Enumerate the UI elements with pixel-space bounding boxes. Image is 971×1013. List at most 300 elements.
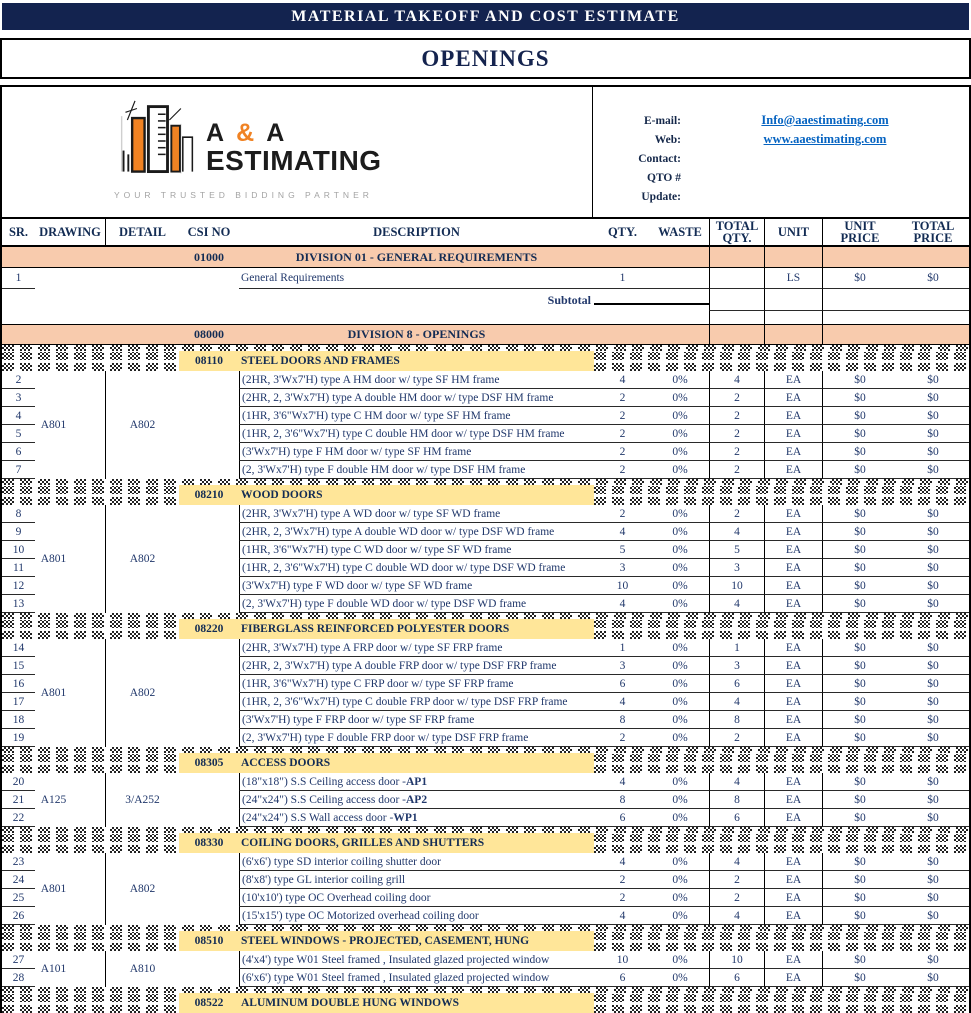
detail-cell bbox=[105, 407, 179, 425]
total-price-cell: $0 bbox=[897, 461, 969, 479]
qty-cell: 4 bbox=[594, 773, 651, 791]
cell bbox=[764, 325, 822, 344]
total-price-cell: $0 bbox=[897, 443, 969, 461]
pattern-band bbox=[594, 485, 969, 505]
detail-cell bbox=[105, 711, 179, 729]
section-title: ALUMINUM DOUBLE HUNG WINDOWS bbox=[241, 997, 459, 1009]
drawing-cell bbox=[35, 371, 105, 389]
csi-cell bbox=[179, 853, 239, 871]
unit-cell: EA bbox=[764, 505, 822, 523]
table-row bbox=[2, 791, 969, 809]
unit-price-cell: $0 bbox=[822, 523, 897, 541]
column-header-waste: WASTE bbox=[658, 224, 702, 239]
waste-cell: 0% bbox=[651, 505, 709, 523]
section-code: 08330 bbox=[194, 837, 224, 849]
drawing-cell bbox=[35, 729, 105, 747]
detail-cell bbox=[105, 889, 179, 907]
total-qty-cell bbox=[709, 268, 764, 289]
total-price-cell: $0 bbox=[897, 711, 969, 729]
pattern-band bbox=[2, 619, 179, 639]
unit-price-cell: $0 bbox=[822, 657, 897, 675]
csi-cell bbox=[179, 639, 239, 657]
unit-price-cell: $0 bbox=[822, 675, 897, 693]
waste-cell: 0% bbox=[651, 407, 709, 425]
logo-ampersand: & bbox=[236, 119, 258, 147]
cell bbox=[764, 247, 822, 267]
total-qty-cell: 4 bbox=[709, 853, 764, 871]
cell bbox=[709, 311, 764, 324]
cell bbox=[709, 325, 764, 344]
pattern-band bbox=[2, 833, 179, 853]
unit-price-cell: $0 bbox=[822, 889, 897, 907]
description-cell: (8'x8') type GL interior coiling grill bbox=[239, 871, 594, 889]
drawing-cell bbox=[35, 407, 105, 425]
waste-cell: 0% bbox=[651, 951, 709, 969]
section-header bbox=[2, 833, 969, 853]
drawing-cell bbox=[35, 853, 105, 871]
unit-cell: EA bbox=[764, 371, 822, 389]
drawing-ref: A125 bbox=[40, 794, 67, 806]
cell bbox=[822, 247, 897, 267]
description-cell: (6'x6') type W01 Steel framed , Insulated glazed projected window bbox=[239, 969, 594, 987]
total-qty-cell: 3 bbox=[709, 657, 764, 675]
table-row bbox=[2, 407, 969, 425]
cell bbox=[35, 311, 105, 324]
sr-cell: 17 bbox=[2, 693, 35, 711]
unit-price-cell: $0 bbox=[822, 407, 897, 425]
division-code: 01000 bbox=[194, 249, 224, 264]
qty-cell: 4 bbox=[594, 693, 651, 711]
description-cell: (1HR, 3'6"Wx7'H) type C HM door w/ type SF HM frame bbox=[239, 407, 594, 425]
description-cell: (1HR, 2, 3'6"Wx7'H) type C double FRP door w/ type DSF FRP frame bbox=[239, 693, 594, 711]
unit-price-cell: $0 bbox=[822, 711, 897, 729]
qty-cell: 4 bbox=[594, 523, 651, 541]
drawing-cell bbox=[35, 809, 105, 827]
drawing-cell bbox=[35, 773, 105, 791]
unit-cell: EA bbox=[764, 809, 822, 827]
drawing-cell bbox=[35, 425, 105, 443]
section-rows bbox=[2, 371, 969, 479]
cell bbox=[105, 289, 179, 311]
waste-cell: 0% bbox=[651, 889, 709, 907]
section-header bbox=[2, 753, 969, 773]
description-cell: (2HR, 3'Wx7'H) type A FRP door w/ type SF FRP frame bbox=[239, 639, 594, 657]
cell bbox=[897, 247, 969, 267]
qty-cell: 2 bbox=[594, 461, 651, 479]
total-qty-cell: 4 bbox=[709, 693, 764, 711]
logo-cell bbox=[2, 87, 593, 217]
column-header-drawing: DRAWING bbox=[39, 224, 101, 239]
section-header-highlight bbox=[179, 485, 594, 505]
unit-cell: EA bbox=[764, 541, 822, 559]
description-cell: (3'Wx7'H) type F WD door w/ type SF WD frame bbox=[239, 577, 594, 595]
total-qty-cell: 2 bbox=[709, 889, 764, 907]
qty-cell: 1 bbox=[594, 268, 651, 289]
sr-cell: 22 bbox=[2, 809, 35, 827]
contact-row bbox=[593, 149, 969, 168]
sr-cell: 9 bbox=[2, 523, 35, 541]
pattern-band bbox=[594, 619, 969, 639]
company-info-block bbox=[2, 87, 969, 217]
description-cell: (24"x24") S.S Wall access door - WP1 bbox=[239, 809, 594, 827]
waste-cell: 0% bbox=[651, 871, 709, 889]
contact-label: Contact: bbox=[638, 152, 681, 165]
qty-cell: 4 bbox=[594, 371, 651, 389]
unit-cell: EA bbox=[764, 443, 822, 461]
company-logo bbox=[114, 97, 382, 200]
table-row bbox=[2, 461, 969, 479]
division-code: 08000 bbox=[194, 327, 224, 341]
section-header-highlight bbox=[179, 993, 594, 1013]
subtotal-row bbox=[2, 289, 969, 311]
column-header-sr: SR. bbox=[8, 224, 29, 239]
waste-cell: 0% bbox=[651, 371, 709, 389]
section-rows bbox=[2, 639, 969, 747]
detail-ref: A802 bbox=[129, 553, 156, 565]
total-price-cell: $0 bbox=[897, 541, 969, 559]
cell bbox=[179, 289, 239, 311]
sr-cell: 3 bbox=[2, 389, 35, 407]
total-qty-cell: 2 bbox=[709, 425, 764, 443]
section-header-highlight bbox=[179, 753, 594, 773]
cell bbox=[2, 311, 35, 324]
waste-cell: 0% bbox=[651, 443, 709, 461]
waste-cell: 0% bbox=[651, 541, 709, 559]
description-cell: (2HR, 2, 3'Wx7'H) type A double WD door w/ type DSF WD frame bbox=[239, 523, 594, 541]
waste-cell: 0% bbox=[651, 853, 709, 871]
csi-cell bbox=[179, 425, 239, 443]
section-title: ACCESS DOORS bbox=[241, 757, 331, 769]
cell bbox=[897, 311, 969, 324]
cell bbox=[709, 247, 764, 267]
qty-cell: 2 bbox=[594, 729, 651, 747]
csi-cell bbox=[179, 969, 239, 987]
cell bbox=[822, 311, 897, 324]
unit-price-cell: $0 bbox=[822, 773, 897, 791]
csi-cell bbox=[179, 951, 239, 969]
document-title: MATERIAL TAKEOFF AND COST ESTIMATE bbox=[291, 7, 680, 25]
drawing-cell bbox=[35, 639, 105, 657]
total-qty-cell: 10 bbox=[709, 951, 764, 969]
csi-cell bbox=[179, 693, 239, 711]
section-header bbox=[2, 993, 969, 1013]
unit-price-cell: $0 bbox=[822, 791, 897, 809]
unit-price-cell: $0 bbox=[822, 425, 897, 443]
contact-row bbox=[593, 168, 969, 187]
qty-cell: 4 bbox=[594, 595, 651, 613]
section-header bbox=[2, 351, 969, 371]
table-row bbox=[2, 693, 969, 711]
contact-label: E-mail: bbox=[643, 114, 681, 127]
cell bbox=[709, 289, 764, 311]
description-cell: (10'x10') type OC Overhead coiling door bbox=[239, 889, 594, 907]
total-qty-cell: 2 bbox=[709, 729, 764, 747]
qty-cell: 2 bbox=[594, 425, 651, 443]
contact-label: Update: bbox=[641, 190, 681, 203]
detail-cell bbox=[105, 389, 179, 407]
total-price-cell: $0 bbox=[897, 639, 969, 657]
total-price-cell: $0 bbox=[897, 773, 969, 791]
table-row bbox=[2, 907, 969, 925]
section-rows bbox=[2, 505, 969, 613]
unit-cell: EA bbox=[764, 675, 822, 693]
csi-cell bbox=[179, 871, 239, 889]
detail-ref: 3/A252 bbox=[125, 794, 160, 806]
qty-cell: 2 bbox=[594, 407, 651, 425]
total-price-cell: $0 bbox=[897, 729, 969, 747]
detail-ref: A802 bbox=[129, 419, 156, 431]
qty-cell: 4 bbox=[594, 853, 651, 871]
unit-price-cell: $0 bbox=[822, 505, 897, 523]
drawing-cell bbox=[35, 951, 105, 969]
total-qty-cell: 4 bbox=[709, 371, 764, 389]
section-header-highlight bbox=[179, 351, 594, 371]
drawing-cell bbox=[35, 577, 105, 595]
sr-cell: 6 bbox=[2, 443, 35, 461]
document-title-bar bbox=[2, 3, 969, 30]
waste-cell: 0% bbox=[651, 389, 709, 407]
qty-cell: 10 bbox=[594, 577, 651, 595]
table-row bbox=[2, 809, 969, 827]
csi-cell bbox=[179, 729, 239, 747]
waste-cell: 0% bbox=[651, 675, 709, 693]
cell bbox=[822, 325, 897, 344]
cell bbox=[651, 311, 709, 324]
sr-cell: 5 bbox=[2, 425, 35, 443]
detail-cell bbox=[105, 951, 179, 969]
sr-cell: 19 bbox=[2, 729, 35, 747]
column-header-unit_price: UNIT PRICE bbox=[822, 219, 897, 245]
logo-name-line: A & A bbox=[206, 119, 288, 147]
table-row bbox=[2, 425, 969, 443]
table-row bbox=[2, 871, 969, 889]
worksheet bbox=[0, 85, 971, 1013]
total-price-cell: $0 bbox=[897, 505, 969, 523]
description-cell: (2HR, 2, 3'Wx7'H) type A double FRP door w/ type DSF FRP frame bbox=[239, 657, 594, 675]
total-price-cell: $0 bbox=[897, 595, 969, 613]
unit-cell: EA bbox=[764, 693, 822, 711]
description-cell: (15'x15') type OC Motorized overhead coiling door bbox=[239, 907, 594, 925]
total-qty-cell: 4 bbox=[709, 907, 764, 925]
total-qty-cell: 2 bbox=[709, 461, 764, 479]
contact-info bbox=[593, 87, 969, 217]
section-header bbox=[2, 931, 969, 951]
sr-cell: 7 bbox=[2, 461, 35, 479]
unit-price-cell: $0 bbox=[822, 969, 897, 987]
unit-price-cell: $0 bbox=[822, 371, 897, 389]
unit-price-cell: $0 bbox=[822, 871, 897, 889]
unit-cell: EA bbox=[764, 969, 822, 987]
division-title: DIVISION 01 - GENERAL REQUIREMENTS bbox=[295, 249, 538, 264]
csi-cell bbox=[179, 809, 239, 827]
unit-cell: EA bbox=[764, 389, 822, 407]
total-price-cell: $0 bbox=[897, 889, 969, 907]
description-cell: (4'x4') type W01 Steel framed , Insulated glazed projected window bbox=[239, 951, 594, 969]
csi-cell bbox=[179, 675, 239, 693]
description-cell: General Requirements bbox=[239, 268, 594, 289]
unit-cell: EA bbox=[764, 523, 822, 541]
description-cell: (1HR, 3'6"Wx7'H) type C WD door w/ type SF WD frame bbox=[239, 541, 594, 559]
pattern-band bbox=[2, 931, 179, 951]
table-row bbox=[2, 729, 969, 747]
sr-cell: 15 bbox=[2, 657, 35, 675]
contact-row bbox=[593, 111, 969, 130]
csi-cell bbox=[179, 773, 239, 791]
unit-price-cell: $0 bbox=[822, 729, 897, 747]
table-row bbox=[2, 639, 969, 657]
contact-row bbox=[593, 187, 969, 206]
qty-cell: 2 bbox=[594, 443, 651, 461]
website-link[interactable]: www.aaestimating.com bbox=[763, 132, 887, 146]
drawing-ref: A801 bbox=[40, 687, 67, 699]
cell bbox=[594, 247, 651, 267]
csi-cell bbox=[179, 791, 239, 809]
section-header-highlight bbox=[179, 833, 594, 853]
csi-cell bbox=[179, 505, 239, 523]
drawing-cell bbox=[35, 693, 105, 711]
table-row bbox=[2, 268, 969, 289]
description-cell: (2, 3'Wx7'H) type F double FRP door w/ type DSF FRP frame bbox=[239, 729, 594, 747]
detail-cell bbox=[105, 773, 179, 791]
waste-cell: 0% bbox=[651, 773, 709, 791]
sr-cell: 14 bbox=[2, 639, 35, 657]
sr-cell: 1 bbox=[2, 268, 35, 289]
unit-cell: EA bbox=[764, 907, 822, 925]
unit-price-cell: $0 bbox=[822, 693, 897, 711]
qty-cell: 2 bbox=[594, 889, 651, 907]
detail-cell bbox=[105, 505, 179, 523]
unit-cell: EA bbox=[764, 951, 822, 969]
detail-cell bbox=[105, 639, 179, 657]
sr-cell: 11 bbox=[2, 559, 35, 577]
total-qty-cell: 4 bbox=[709, 595, 764, 613]
unit-price-cell: $0 bbox=[822, 853, 897, 871]
detail-cell bbox=[105, 595, 179, 613]
total-price-cell: $0 bbox=[897, 407, 969, 425]
pattern-band bbox=[594, 993, 969, 1013]
cell bbox=[897, 289, 969, 311]
total-qty-cell: 6 bbox=[709, 809, 764, 827]
pattern-band bbox=[2, 485, 179, 505]
section-header bbox=[2, 485, 969, 505]
unit-price-cell: $0 bbox=[822, 595, 897, 613]
drawing-cell bbox=[35, 268, 105, 289]
division-left bbox=[35, 247, 105, 267]
qty-cell: 5 bbox=[594, 541, 651, 559]
detail-cell bbox=[105, 523, 179, 541]
drawing-cell bbox=[35, 889, 105, 907]
table-row bbox=[2, 675, 969, 693]
csi-cell bbox=[179, 389, 239, 407]
pattern-band bbox=[594, 351, 969, 371]
division-left bbox=[105, 325, 179, 344]
unit-cell: EA bbox=[764, 711, 822, 729]
cell bbox=[179, 311, 239, 324]
sr-cell: 24 bbox=[2, 871, 35, 889]
section-title: STEEL DOORS AND FRAMES bbox=[241, 355, 400, 367]
description-cell: (3'Wx7'H) type F FRP door w/ type SF FRP frame bbox=[239, 711, 594, 729]
waste-cell: 0% bbox=[651, 577, 709, 595]
column-header-description: DESCRIPTION bbox=[373, 224, 460, 239]
unit-cell: EA bbox=[764, 791, 822, 809]
sr-cell: 20 bbox=[2, 773, 35, 791]
table-header-row bbox=[2, 217, 969, 247]
sr-cell: 2 bbox=[2, 371, 35, 389]
section-code: 08220 bbox=[194, 623, 224, 635]
total-qty-cell: 8 bbox=[709, 711, 764, 729]
contact-value bbox=[681, 132, 969, 147]
section-header-highlight bbox=[179, 931, 594, 951]
total-qty-cell: 2 bbox=[709, 407, 764, 425]
buildings-icon bbox=[114, 97, 200, 185]
section-title: STEEL WINDOWS - PROJECTED, CASEMENT, HUNG bbox=[241, 935, 530, 947]
email-link[interactable]: Info@aaestimating.com bbox=[761, 113, 889, 127]
description-cell: (2, 3'Wx7'H) type F double WD door w/ type DSF WD frame bbox=[239, 595, 594, 613]
cell bbox=[764, 289, 822, 311]
table-row bbox=[2, 657, 969, 675]
total-price-cell: $0 bbox=[897, 693, 969, 711]
drawing-cell bbox=[35, 907, 105, 925]
waste-cell: 0% bbox=[651, 461, 709, 479]
total-qty-cell: 3 bbox=[709, 559, 764, 577]
qty-cell: 3 bbox=[594, 657, 651, 675]
section-rows bbox=[2, 773, 969, 827]
csi-cell bbox=[179, 461, 239, 479]
detail-cell bbox=[105, 791, 179, 809]
sr-cell: 23 bbox=[2, 853, 35, 871]
unit-price-cell: $0 bbox=[822, 559, 897, 577]
waste-cell: 0% bbox=[651, 907, 709, 925]
section-header-highlight bbox=[179, 619, 594, 639]
waste-cell: 0% bbox=[651, 809, 709, 827]
division-title: DIVISION 8 - OPENINGS bbox=[347, 327, 486, 341]
waste-cell: 0% bbox=[651, 791, 709, 809]
drawing-cell bbox=[35, 505, 105, 523]
section-code: 08210 bbox=[194, 489, 224, 501]
unit-cell: EA bbox=[764, 595, 822, 613]
total-price-cell: $0 bbox=[897, 969, 969, 987]
total-price-cell: $0 bbox=[897, 425, 969, 443]
unit-cell: EA bbox=[764, 853, 822, 871]
total-qty-cell: 2 bbox=[709, 871, 764, 889]
drawing-cell bbox=[35, 443, 105, 461]
detail-cell bbox=[105, 871, 179, 889]
pattern-band bbox=[2, 993, 179, 1013]
cell bbox=[594, 325, 651, 344]
sr-cell: 27 bbox=[2, 951, 35, 969]
unit-cell: EA bbox=[764, 559, 822, 577]
total-price-cell: $0 bbox=[897, 389, 969, 407]
unit-price-cell: $0 bbox=[822, 541, 897, 559]
waste-cell: 0% bbox=[651, 711, 709, 729]
pattern-band bbox=[2, 351, 179, 371]
sr-cell: 26 bbox=[2, 907, 35, 925]
detail-cell bbox=[105, 425, 179, 443]
total-price-cell: $0 bbox=[897, 675, 969, 693]
total-price-cell: $0 bbox=[897, 559, 969, 577]
total-price-cell: $0 bbox=[897, 577, 969, 595]
table-row bbox=[2, 969, 969, 987]
contact-value bbox=[681, 113, 969, 128]
logo-word: ESTIMATING bbox=[206, 145, 382, 176]
waste-cell: 0% bbox=[651, 693, 709, 711]
description-cell: (2HR, 3'Wx7'H) type A WD door w/ type SF WD frame bbox=[239, 505, 594, 523]
logo-wordmark bbox=[206, 120, 382, 175]
division-left bbox=[105, 247, 179, 267]
unit-price-cell: $0 bbox=[822, 461, 897, 479]
table-row bbox=[2, 371, 969, 389]
unit-cell: EA bbox=[764, 639, 822, 657]
